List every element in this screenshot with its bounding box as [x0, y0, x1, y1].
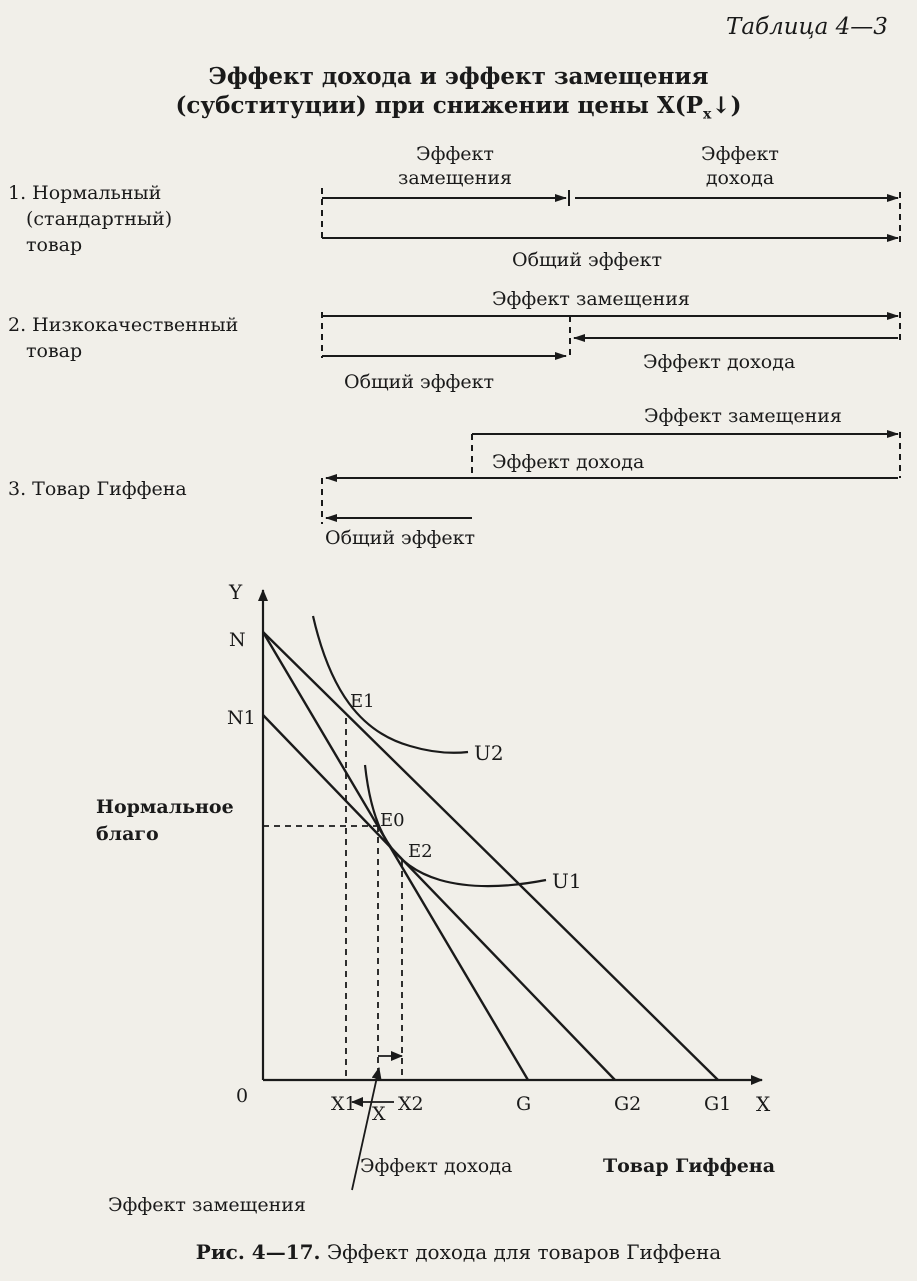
row2-label-line1: 2. Низкокачественный — [8, 314, 239, 336]
point-E2: E2 — [408, 841, 433, 862]
point-X2: X2 — [398, 1093, 424, 1115]
row1-total-label: Общий эффект — [512, 249, 663, 271]
budget-line-NG — [263, 632, 528, 1080]
point-N: N — [229, 629, 246, 651]
point-G1: G1 — [704, 1093, 732, 1115]
table-label: Таблица 4—3 — [726, 14, 888, 40]
giffen-good-label: Товар Гиффена — [603, 1155, 776, 1177]
row1-substitution-label-line1: Эффект — [416, 143, 494, 165]
row2-income-label: Эффект дохода — [643, 351, 796, 373]
row1-income-label-line2: дохода — [705, 167, 775, 189]
row3-label: 3. Товар Гиффена — [8, 478, 187, 500]
row1-label-line2: (стандартный) — [26, 208, 173, 230]
substitution-effect-label: Эффект замещения — [108, 1194, 306, 1216]
point-G: G — [516, 1093, 532, 1115]
y-axis-label: Y — [229, 580, 243, 604]
title-line-1: Эффект дохода и эффект замещения — [208, 63, 709, 90]
curve-label-U1: U1 — [552, 869, 582, 893]
normal-good-label-line2: благо — [96, 823, 159, 845]
origin-label: 0 — [236, 1085, 249, 1107]
indifference-curve-U2 — [313, 616, 468, 753]
income-effect-label: Эффект дохода — [360, 1155, 513, 1177]
point-X1: X1 — [331, 1093, 357, 1115]
row1-label-line3: товар — [26, 234, 83, 256]
row2-substitution-label: Эффект замещения — [492, 288, 690, 310]
curve-label-U2: U2 — [474, 741, 504, 765]
row1-label-line1: 1. Нормальный — [8, 182, 162, 204]
normal-good-label-line1: Нормальное — [96, 796, 234, 818]
row2-label-line2: товар — [26, 340, 83, 362]
row3-substitution-label: Эффект замещения — [644, 405, 842, 427]
point-N1: N1 — [227, 707, 256, 729]
x-axis-label: X — [756, 1092, 771, 1116]
row3-total-label: Общий эффект — [325, 527, 476, 549]
figure-caption: Рис. 4—17. Эффект дохода для товаров Гиффена — [195, 1240, 722, 1264]
row1-substitution-label-line2: замещения — [398, 167, 512, 189]
point-E1: E1 — [350, 691, 375, 712]
point-X: X — [372, 1103, 386, 1125]
title-line-2: (субституции) при снижении цены $X(P_x↓)$ — [175, 92, 742, 123]
point-G2: G2 — [614, 1093, 642, 1115]
budget-line-NG1 — [263, 632, 718, 1080]
row1-income-label-line1: Эффект — [701, 143, 779, 165]
row3-income-label: Эффект дохода — [492, 451, 645, 473]
point-E0: E0 — [380, 810, 405, 831]
row2-total-label: Общий эффект — [344, 371, 495, 393]
budget-line-N1G2 — [263, 715, 615, 1080]
